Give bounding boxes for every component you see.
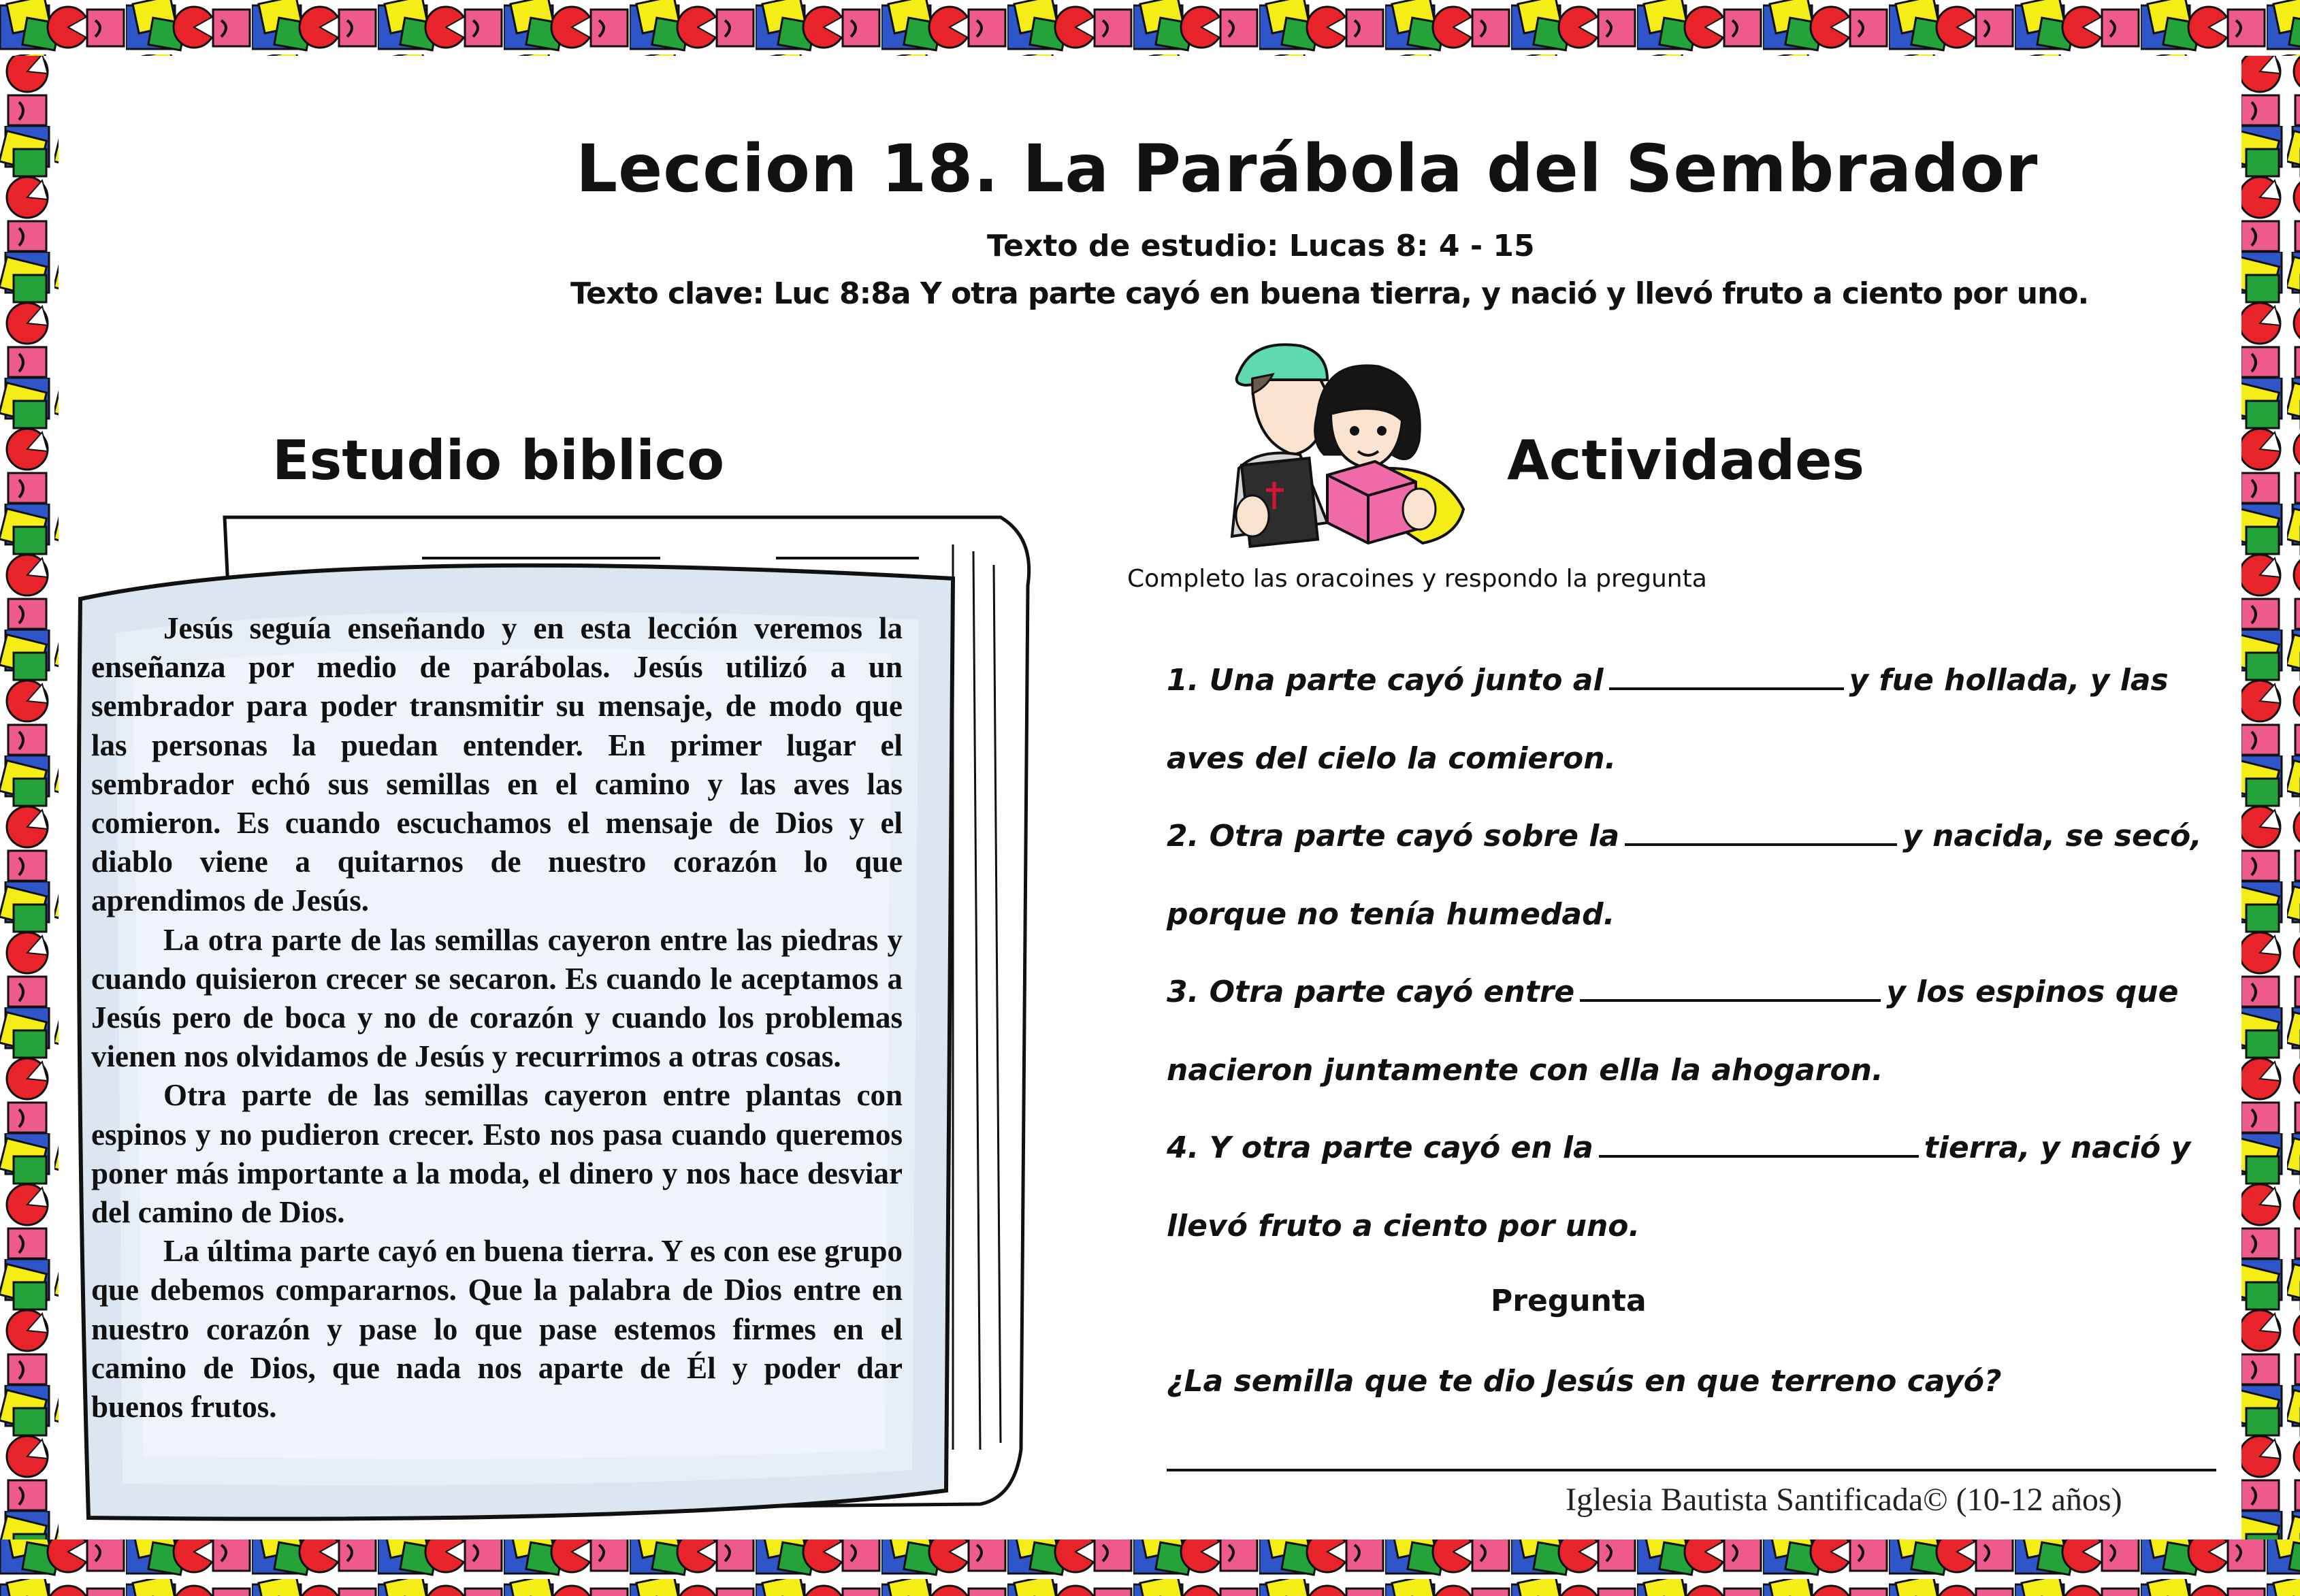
answer-blank-4[interactable]: [1599, 1150, 1919, 1158]
activity-item-3: 3. Otra parte cayó entre y los espinos que: [1167, 975, 2179, 1009]
activity-item-4-cont: llevó fruto a ciento por uno.: [1167, 1208, 1640, 1243]
bible-study-heading: Estudio biblico: [272, 429, 725, 492]
activities-heading: Actividades: [1507, 429, 1864, 492]
activity-item-1-cont: aves del cielo la comieron.: [1167, 740, 1617, 776]
question-heading: Pregunta: [1491, 1284, 1647, 1318]
activity-instruction: Completo las oracoines y respondo la pregunta: [1127, 565, 1707, 593]
footer-credit: Iglesia Bautista Santificada© (10-12 años): [1566, 1482, 2122, 1518]
key-text: Texto clave: Luc 8:8a Y otra parte cayó en buena tierra, y nació y llevó fruto a ciento por uno.: [570, 276, 2089, 311]
bible-paragraph: Otra parte de las semillas cayeron entre plantas con espinos y no pudieron crecer. Esto nos pasa cuando queremos poner más importante a la moda, el dinero y nos hace desviar del camino de Dios.: [91, 1078, 903, 1230]
answer-blank-1[interactable]: [1609, 682, 1844, 690]
activity-item-1: 1. Una parte cayó junto al y fue hollada, y las: [1167, 663, 2169, 698]
activity-item-2-cont: porque no tenía humedad.: [1167, 896, 1615, 932]
bible-study-text: [91, 609, 903, 1427]
activity-item-3-cont: nacieron juntamente con ella la ahogaron.: [1167, 1052, 1883, 1088]
children-with-bible-illustration: [1212, 332, 1477, 550]
bible-paragraph: Jesús seguía enseñando y en esta lección veremos la enseñanza por medio de parábolas. Jesús utilizó a un sembrador para poder transmitir su mensaje, de modo que las personas la puedan entender. En primer lugar el sembrador echó sus semillas en el camino y las aves las comieron. Es cuando escuchamos el mensaje de Dios y el diablo viene a quitarnos de nuestro corazón lo que aprendimos de Jesús.: [91, 611, 903, 918]
activity-item-4: 4. Y otra parte cayó en la tierra, y nació y: [1167, 1130, 2191, 1165]
study-text: Texto de estudio: Lucas 8: 4 - 15: [987, 229, 1535, 263]
question-text: ¿La semilla que te dio Jesús en que terreno cayó?: [1167, 1364, 2002, 1399]
answer-line[interactable]: [1167, 1469, 2216, 1471]
activity-list: [1167, 653, 2208, 1277]
bible-paragraph: La otra parte de las semillas cayeron entre las piedras y cuando quisieron crecer se secaron. Es cuando le aceptamos a Jesús pero de boca y no de corazón y cuando los problemas vienen nos olvidamos de Jesús y recurrimos a otras cosas.: [91, 922, 903, 1074]
answer-blank-3[interactable]: [1580, 994, 1881, 1002]
activity-item-2: 2. Otra parte cayó sobre la y nacida, se secó,: [1167, 819, 2202, 853]
answer-blank-2[interactable]: [1625, 838, 1897, 846]
lesson-title: Leccion 18. La Parábola del Sembrador: [576, 131, 2039, 207]
bible-paragraph: La última parte cayó en buena tierra. Y es con ese grupo que debemos compararnos. Que la palabra de Dios entre en nuestro corazón y pase lo que pase estemos firmes en el camino de Dios, que nada nos aparte de Él y poder dar buenos frutos.: [91, 1234, 903, 1424]
